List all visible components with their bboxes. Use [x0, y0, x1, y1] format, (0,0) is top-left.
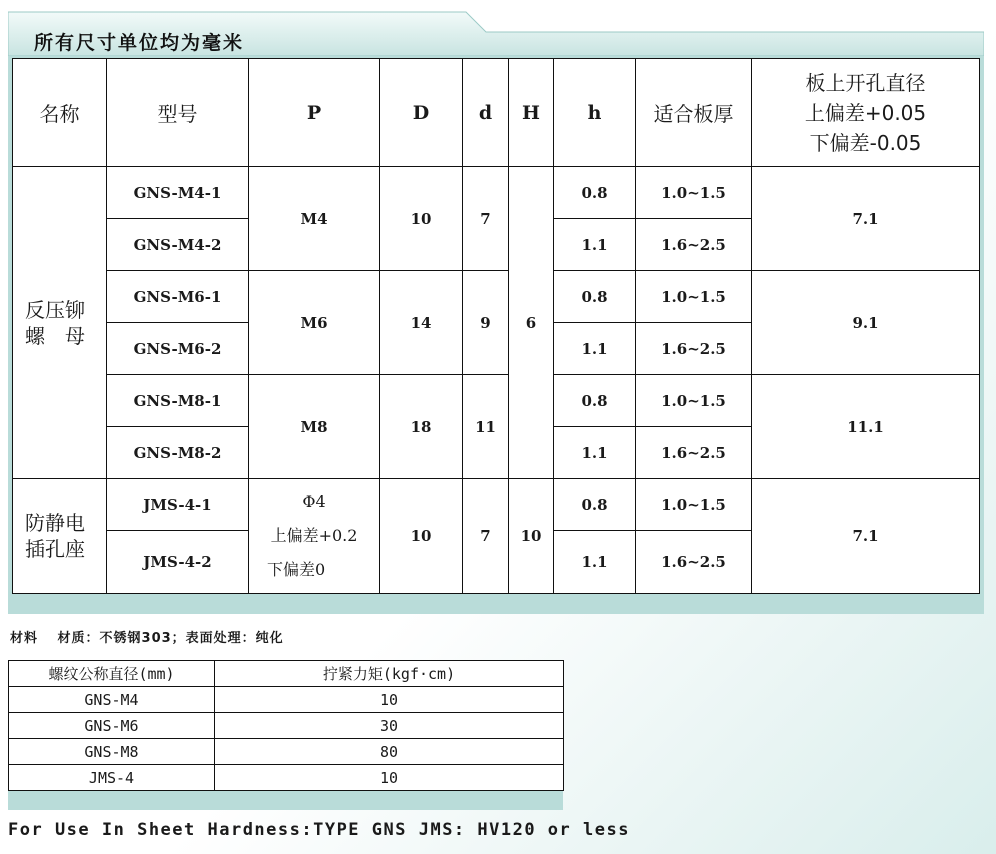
- thickness-cell: 1.6~2.5: [636, 219, 752, 271]
- small-h-cell: 1.1: [554, 323, 636, 375]
- model-cell: GNS-M4-1: [107, 167, 249, 219]
- hole-cell: 9.1: [752, 271, 980, 375]
- table-row: [9, 713, 564, 739]
- torque-cell: 10: [215, 687, 564, 713]
- size-cell: GNS-M8: [9, 739, 215, 765]
- size-cell: GNS-M6: [9, 713, 215, 739]
- thickness-cell: 1.0~1.5: [636, 167, 752, 219]
- category-nut: [13, 167, 107, 479]
- model-cell: JMS-4-2: [107, 531, 249, 594]
- thickness-cell: 1.6~2.5: [636, 531, 752, 594]
- category-socket-line1: 防静电: [25, 511, 85, 535]
- small-h-cell: 1.1: [554, 427, 636, 479]
- thickness-cell: 1.0~1.5: [636, 479, 752, 531]
- spec-table: [12, 58, 980, 594]
- model-cell: GNS-M8-1: [107, 375, 249, 427]
- category-socket-line2: 插孔座: [25, 537, 85, 561]
- category-nut-line1: 反压铆: [25, 297, 85, 322]
- p-socket-line1: Φ4: [302, 492, 326, 511]
- header-hole-line2: 上偏差+0.05: [804, 100, 927, 125]
- p-socket-line2: 上偏差+0.2: [270, 526, 358, 545]
- model-cell: GNS-M4-2: [107, 219, 249, 271]
- header-big-d: D: [380, 59, 463, 167]
- big-h-cell-socket: 10: [509, 479, 554, 594]
- torque-cell: 80: [215, 739, 564, 765]
- header-name: 名称: [13, 59, 107, 167]
- material-note: 材料 材质：不锈钢303；表面处理：纯化: [10, 631, 284, 646]
- table-row: [9, 765, 564, 791]
- model-cell: GNS-M6-2: [107, 323, 249, 375]
- small-d-cell: 9: [463, 271, 509, 375]
- torque-cell: 30: [215, 713, 564, 739]
- table-row: [9, 739, 564, 765]
- header-thread-diameter: 螺纹公称直径(mm): [9, 661, 215, 687]
- size-cell: JMS-4: [9, 765, 215, 791]
- table-row: [13, 479, 980, 531]
- big-h-cell-nut: 6: [509, 167, 554, 479]
- size-cell: GNS-M4: [9, 687, 215, 713]
- small-d-cell: 7: [463, 479, 509, 594]
- category-socket: [13, 479, 107, 594]
- big-d-cell: 14: [380, 271, 463, 375]
- p-socket-line3: 下偏差0: [267, 560, 326, 579]
- hole-cell: 7.1: [752, 167, 980, 271]
- torque-table-panel: [8, 660, 563, 810]
- header-small-d: d: [463, 59, 509, 167]
- model-cell: GNS-M8-2: [107, 427, 249, 479]
- header-model: 型号: [107, 59, 249, 167]
- hole-cell: 7.1: [752, 479, 980, 594]
- thickness-cell: 1.6~2.5: [636, 323, 752, 375]
- header-small-h: h: [554, 59, 636, 167]
- big-d-cell: 10: [380, 479, 463, 594]
- torque-table: [8, 660, 564, 791]
- table-row: [9, 687, 564, 713]
- big-d-cell: 10: [380, 167, 463, 271]
- thickness-cell: 1.6~2.5: [636, 427, 752, 479]
- category-nut-line2: 螺 母: [25, 323, 85, 348]
- thickness-cell: 1.0~1.5: [636, 271, 752, 323]
- header-hole-line3: 下偏差-0.05: [809, 130, 922, 155]
- small-d-cell: 11: [463, 375, 509, 479]
- small-h-cell: 0.8: [554, 167, 636, 219]
- model-cell: JMS-4-1: [107, 479, 249, 531]
- header-tab: [8, 10, 984, 56]
- small-d-cell: 7: [463, 167, 509, 271]
- small-h-cell: 1.1: [554, 531, 636, 594]
- page-title: 所有尺寸单位均为毫米: [34, 32, 245, 54]
- table-row: [13, 375, 980, 427]
- header-tightening-torque: 拧紧力矩(kgf·cm): [215, 661, 564, 687]
- small-h-cell: 0.8: [554, 375, 636, 427]
- small-h-cell: 0.8: [554, 271, 636, 323]
- p-cell: M4: [249, 167, 380, 271]
- hardness-footer: For Use In Sheet Hardness:TYPE GNS JMS: HV120 or less: [8, 820, 630, 840]
- torque-cell: 10: [215, 765, 564, 791]
- small-h-cell: 1.1: [554, 219, 636, 271]
- p-cell-socket: [249, 479, 380, 594]
- hole-cell: 11.1: [752, 375, 980, 479]
- model-cell: GNS-M6-1: [107, 271, 249, 323]
- spec-header-row: [13, 59, 980, 167]
- table-row: [13, 271, 980, 323]
- torque-header-row: [9, 661, 564, 687]
- header-big-h: H: [509, 59, 554, 167]
- header-p: P: [249, 59, 380, 167]
- header-thickness: 适合板厚: [636, 59, 752, 167]
- header-hole-line1: 板上开孔直径: [805, 70, 926, 95]
- header-hole-diameter: [752, 59, 980, 167]
- big-d-cell: 18: [380, 375, 463, 479]
- p-cell: M6: [249, 271, 380, 375]
- thickness-cell: 1.0~1.5: [636, 375, 752, 427]
- p-cell: M8: [249, 375, 380, 479]
- small-h-cell: 0.8: [554, 479, 636, 531]
- table-row: [13, 167, 980, 219]
- spec-table-panel: [8, 56, 984, 614]
